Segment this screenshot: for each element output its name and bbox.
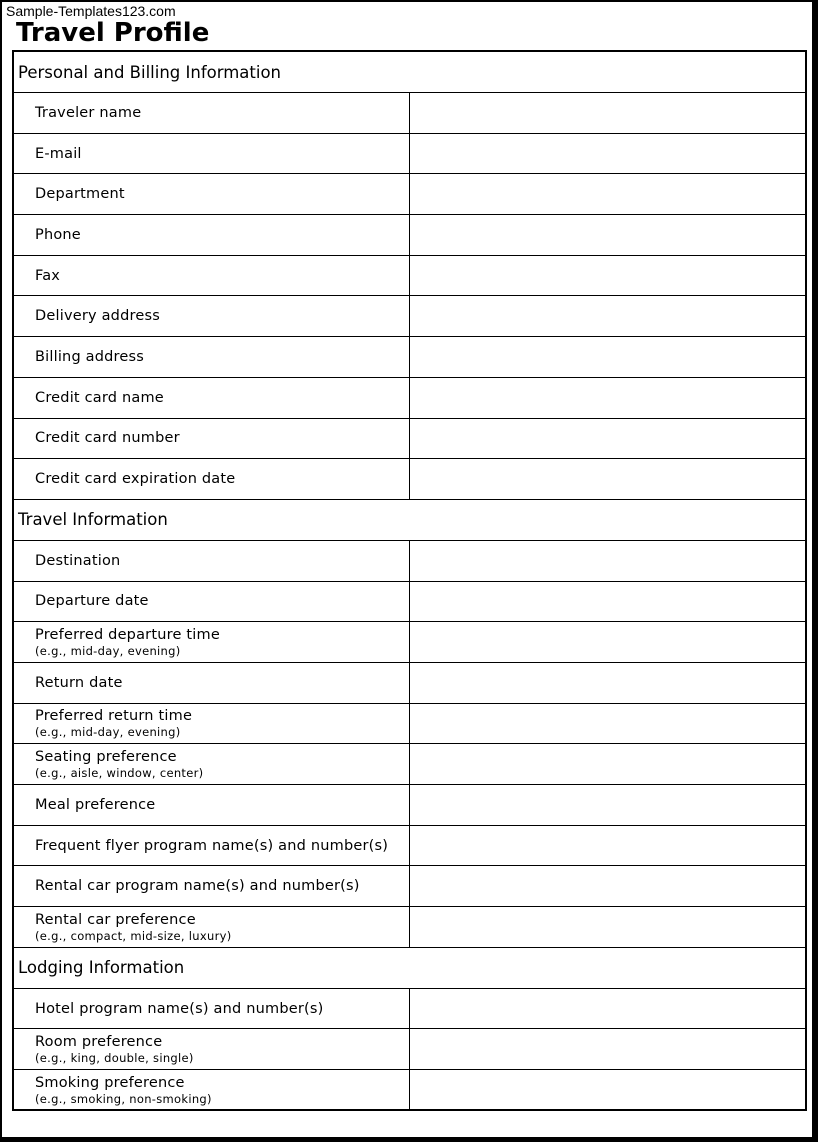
field-label-text: Phone: [35, 226, 81, 243]
billing-address-field[interactable]: [410, 338, 805, 376]
hotel-program-field[interactable]: [410, 990, 805, 1028]
field-label-text: Delivery address: [35, 308, 160, 325]
field-label-text: Preferred return time: [35, 708, 193, 725]
field-label-text: Destination: [35, 552, 121, 569]
form-row: [13, 581, 806, 622]
form-row: [13, 296, 806, 337]
field-label: [13, 988, 410, 1029]
field-label-text: Seating preference: [35, 749, 177, 766]
field-hint-text: (e.g., compact, mid-size, luxury): [35, 928, 232, 943]
form-row: [13, 174, 806, 215]
field-label-text: Credit card expiration date: [35, 471, 236, 488]
field-value-cell: [410, 785, 807, 826]
field-label-text: Department: [35, 186, 125, 203]
phone-field[interactable]: [410, 216, 805, 254]
form-row: [13, 662, 806, 703]
departure-date-field[interactable]: [410, 582, 805, 620]
field-value-cell: [410, 825, 807, 866]
field-value-cell: [410, 1070, 807, 1111]
field-value-cell: [410, 418, 807, 459]
meal-preference-field[interactable]: [410, 786, 805, 824]
preferred-return-time-field[interactable]: [410, 704, 805, 742]
field-label-text: Meal preference: [35, 796, 156, 813]
field-hint-text: (e.g., mid-day, evening): [35, 725, 181, 740]
field-label-text: Traveler name: [35, 104, 142, 121]
field-label-text: Preferred departure time: [35, 627, 220, 644]
field-label: [13, 907, 410, 948]
field-label-text: Departure date: [35, 593, 149, 610]
field-label: [13, 337, 410, 378]
field-value-cell: [410, 703, 807, 744]
field-label: [13, 93, 410, 134]
destination-field[interactable]: [410, 542, 805, 580]
field-value-cell: [410, 337, 807, 378]
field-label: [13, 133, 410, 174]
section-header-row: [13, 947, 806, 988]
section-heading-lodging: Lodging Information: [13, 947, 806, 988]
field-value-cell: [410, 133, 807, 174]
rental-car-preference-field[interactable]: [410, 908, 805, 946]
form-row: [13, 133, 806, 174]
frequent-flyer-field[interactable]: [410, 827, 805, 865]
field-value-cell: [410, 255, 807, 296]
form-row: [13, 418, 806, 459]
watermark-text: Sample-Templates123.com: [6, 3, 176, 19]
field-label-text: Rental car program name(s) and number(s): [35, 878, 360, 895]
delivery-address-field[interactable]: [410, 297, 805, 335]
field-hint-text: (e.g., aisle, window, center): [35, 766, 204, 781]
form-row: [13, 540, 806, 581]
field-value-cell: [410, 907, 807, 948]
traveler-name-field[interactable]: [410, 94, 805, 132]
section-header-row: [13, 499, 806, 540]
field-label-text: Fax: [35, 267, 61, 284]
field-label: [13, 866, 410, 907]
form-row: [13, 1029, 806, 1070]
field-label: [13, 459, 410, 500]
field-value-cell: [410, 459, 807, 500]
field-label: [13, 215, 410, 256]
field-label: [13, 296, 410, 337]
field-label: [13, 785, 410, 826]
email-field[interactable]: [410, 135, 805, 173]
field-label: [13, 703, 410, 744]
section-header-row: [13, 51, 806, 93]
form-row: [13, 907, 806, 948]
credit-card-expiration-date-field[interactable]: [410, 460, 805, 498]
form-row: [13, 825, 806, 866]
form-row: [13, 255, 806, 296]
field-label: [13, 581, 410, 622]
field-value-cell: [410, 296, 807, 337]
field-value-cell: [410, 377, 807, 418]
seating-preference-field[interactable]: [410, 745, 805, 783]
return-date-field[interactable]: [410, 664, 805, 702]
field-label: [13, 662, 410, 703]
field-value-cell: [410, 540, 807, 581]
form-page: [2, 2, 812, 1137]
room-preference-field[interactable]: [410, 1030, 805, 1068]
field-value-cell: [410, 174, 807, 215]
form-row: [13, 866, 806, 907]
credit-card-number-field[interactable]: [410, 419, 805, 457]
form-row: [13, 622, 806, 663]
section-heading-travel: Travel Information: [13, 499, 806, 540]
field-label: [13, 540, 410, 581]
field-hint-text: (e.g., mid-day, evening): [35, 644, 181, 659]
form-row: [13, 459, 806, 500]
department-field[interactable]: [410, 175, 805, 213]
form-row: [13, 744, 806, 785]
field-label-text: Smoking preference: [35, 1074, 185, 1091]
form-row: [13, 337, 806, 378]
field-value-cell: [410, 93, 807, 134]
field-label-text: Billing address: [35, 348, 145, 365]
field-label: [13, 1029, 410, 1070]
field-label: [13, 825, 410, 866]
form-row: [13, 377, 806, 418]
field-label-text: Credit card number: [35, 430, 180, 447]
field-value-cell: [410, 866, 807, 907]
page-title: Travel Profile: [16, 18, 210, 48]
form-row: [13, 785, 806, 826]
field-label: [13, 174, 410, 215]
field-label: [13, 622, 410, 663]
field-label: [13, 377, 410, 418]
field-value-cell: [410, 581, 807, 622]
field-label-text: Rental car preference: [35, 911, 196, 928]
field-label-text: Frequent flyer program name(s) and number(s): [35, 837, 389, 854]
field-label: [13, 418, 410, 459]
field-value-cell: [410, 622, 807, 663]
field-value-cell: [410, 662, 807, 703]
field-hint-text: (e.g., smoking, non-smoking): [35, 1091, 212, 1106]
field-label-text: Credit card name: [35, 389, 164, 406]
form-row: [13, 988, 806, 1029]
travel-profile-form: [12, 50, 807, 1111]
form-row: [13, 703, 806, 744]
smoking-preference-field[interactable]: [410, 1071, 805, 1109]
field-label-text: Return date: [35, 674, 123, 691]
field-value-cell: [410, 988, 807, 1029]
form-row: [13, 93, 806, 134]
preferred-departure-time-field[interactable]: [410, 623, 805, 661]
form-row: [13, 1070, 806, 1111]
field-value-cell: [410, 1029, 807, 1070]
form-row: [13, 215, 806, 256]
section-heading-personal-billing: Personal and Billing Information: [13, 51, 806, 93]
field-value-cell: [410, 744, 807, 785]
field-label: [13, 1070, 410, 1111]
field-hint-text: (e.g., king, double, single): [35, 1051, 194, 1066]
fax-field[interactable]: [410, 257, 805, 295]
field-value-cell: [410, 215, 807, 256]
field-label-text: E-mail: [35, 145, 82, 162]
rental-car-program-field[interactable]: [410, 867, 805, 905]
field-label-text: Hotel program name(s) and number(s): [35, 1000, 324, 1017]
field-label: [13, 744, 410, 785]
credit-card-name-field[interactable]: [410, 379, 805, 417]
field-label: [13, 255, 410, 296]
field-label-text: Room preference: [35, 1034, 163, 1051]
